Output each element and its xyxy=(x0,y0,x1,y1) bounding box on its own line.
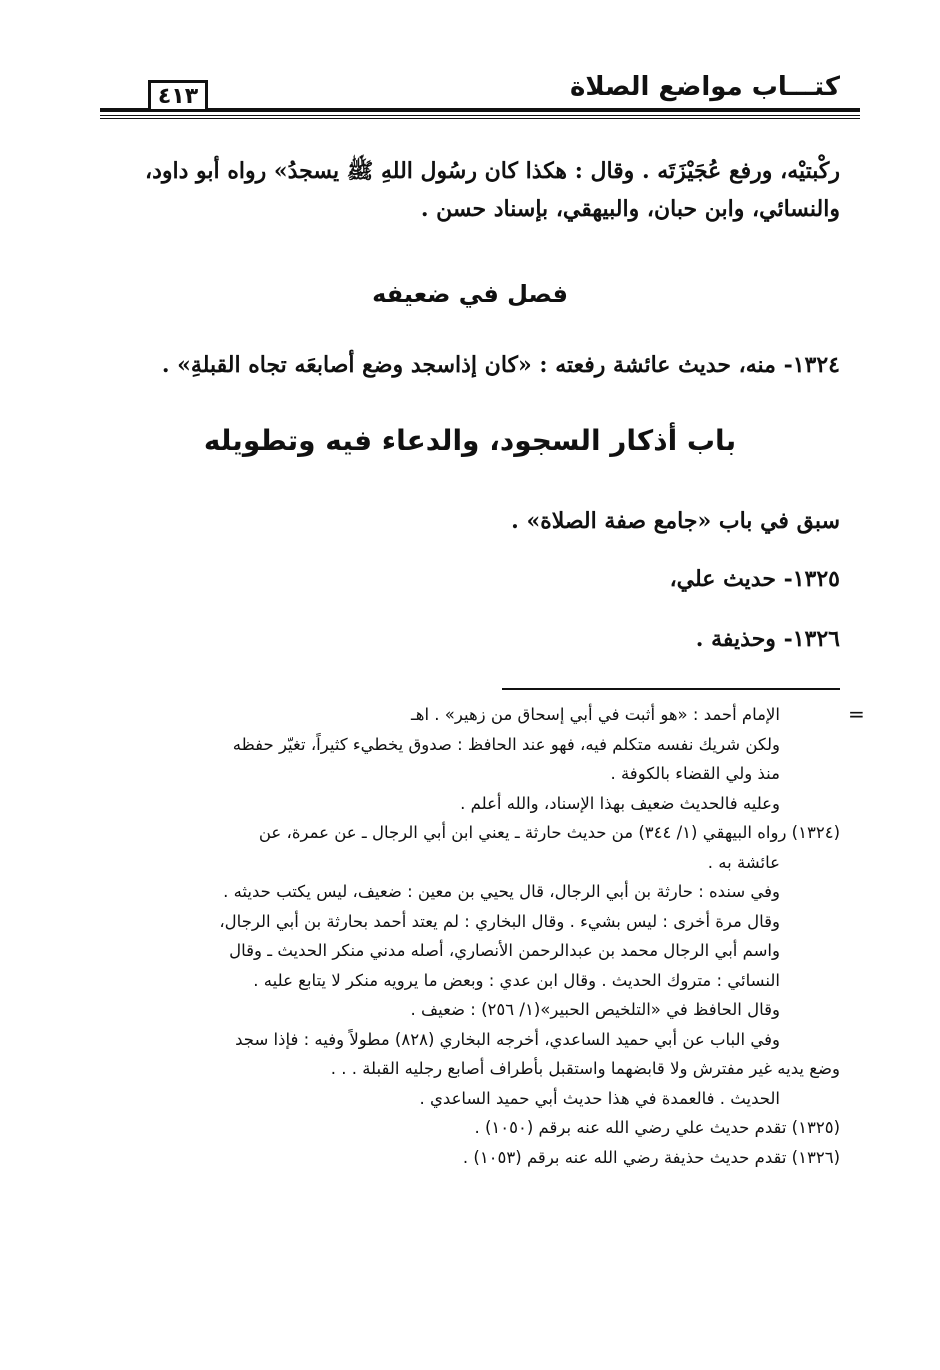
continuation-paragraph xyxy=(100,152,840,228)
footnote-continuation-mark: = xyxy=(848,702,865,726)
footnote-line: وضع يديه غير مفترش ولا قابضهما واستقبل بأطراف أصابع رجليه القبلة . . . xyxy=(330,1059,840,1078)
previously-note: سبق في باب «جامع صفة الصلاة» . xyxy=(511,508,840,534)
footnote-line: عائشة به . xyxy=(707,852,780,872)
footnote-line: وقال مرة أخرى : ليس بشيء . وقال البخاري : لم يعتد أحمد بحارثة بن أبي الرجال، xyxy=(219,911,780,931)
paragraph-line: والنسائي، وابن حبان، والبيهقي، بإسناد حسن . xyxy=(420,196,840,222)
footnote-line: (١٣٢٥) تقدم حديث علي رضي الله عنه برقم (١٠٥٠) . xyxy=(474,1118,840,1137)
footnote-line: وعليه فالحديث ضعيف بهذا الإسناد، والله أعلم . xyxy=(460,793,780,813)
hadith-1326: ١٣٢٦- وحذيفة . xyxy=(695,626,840,652)
footnote-line: وفي الباب عن أبي حميد الساعدي، أخرجه البخاري (٨٢٨) مطولاً وفيه : فإذا سجد xyxy=(235,1029,780,1049)
footnote-line: النسائي : متروك الحديث . وقال ابن عدي : وبعض ما يرويه منكر لا يتابع عليه . xyxy=(253,970,780,990)
footnote-line: الحديث . فالعمدة في هذا حديث أبي حميد الساعدي . xyxy=(419,1088,780,1108)
footnote-line: (١٣٢٦) تقدم حديث حذيفة رضي الله عنه برقم (١٠٥٣) . xyxy=(462,1147,840,1167)
section-heading-weak: فصل في ضعيفه xyxy=(372,280,568,308)
header-rule-thin xyxy=(100,115,860,116)
footnote-separator xyxy=(502,688,840,690)
footnote-line: (١٣٢٤) رواه البيهقي (١/ ٣٤٤) من حديث حارثة ـ يعني ابن أبي الرجال ـ عن عمرة، عن xyxy=(258,823,840,842)
footnote-line: الإمام أحمد : «هو أثبت في أبي إسحاق من زهير» . اهـ xyxy=(410,705,780,724)
hadith-1324: ١٣٢٤- منه، حديث عائشة رفعته : «كان إذاسجد وضع أصابعَه تجاه القبلةِ» . xyxy=(161,352,840,378)
footnote-line: وفي سنده : حارثة بن أبي الرجال، قال يحيي بن معين : ضعيف، ليس يكتب حديثه . xyxy=(223,882,780,901)
hadith-1325: ١٣٢٥- حديث علي، xyxy=(669,566,840,592)
footnote-line: واسم أبي الرجال محمد بن عبدالرحمن الأنصاري، أصله مدني منكر الحديث ـ وقال xyxy=(229,941,780,960)
running-title: كتـــاب مواضع الصلاة xyxy=(570,72,840,102)
header-rule xyxy=(100,108,860,112)
footnote-line: ولكن شريك نفسه متكلم فيه، فهو عند الحافظ : صدوق يخطيء كثيراً، تغيّر حفظه xyxy=(232,734,780,754)
footnotes xyxy=(100,700,840,1172)
footnote-line: وقال الحافظ في «التلخيص الحبير»(١/ ٢٥٦) : ضعيف . xyxy=(410,1000,780,1019)
paragraph-line: ركْبتيْه، ورفع عُجَيْزَتَه . وقال : هكذا كان رسُول اللهِ ﷺ يسجدُ» رواه أبو داود، xyxy=(144,158,840,184)
page-header xyxy=(100,66,860,126)
footnote-line: منذ ولي القضاء بالكوفة . xyxy=(610,764,780,783)
header-rule-thin-2 xyxy=(100,118,860,119)
chapter-heading: باب أذكار السجود، والدعاء فيه وتطويله xyxy=(203,424,737,457)
page-number: ٤١٣ xyxy=(148,80,208,112)
